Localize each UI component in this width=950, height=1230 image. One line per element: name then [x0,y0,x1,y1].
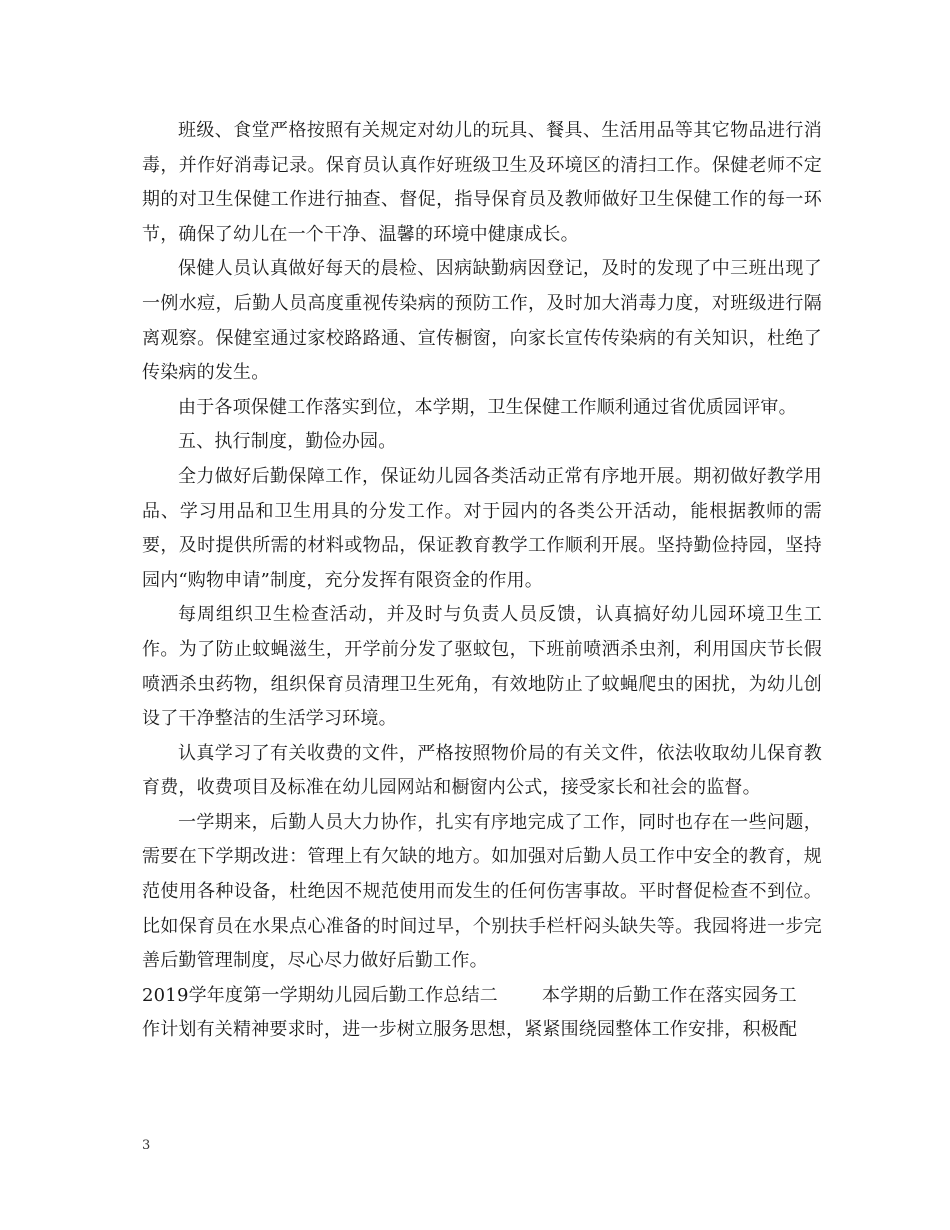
paragraph-weekly-inspection: 每周组织卫生检查活动，并及时与负责人员反馈，认真搞好幼儿园环境卫生工作。为了防止蚊蝇滋生，开学前分发了驱蚊包，下班前喷洒杀虫剂，利用国庆节长假喷洒杀虫药物，组织保育员清理卫生死角，有效地防止了蚊蝇爬虫的困扰，为幼儿创设了干净整洁的生活学习环境。 [142,604,822,730]
next-summary-continuation: 作计划有关精神要求时，进一步树立服务思想，紧紧围绕园整体工作安排，积极配 [142,1019,798,1041]
page-number: 3 [142,1138,151,1153]
paragraph-health-review: 由于各项保健工作落实到位，本学期，卫生保健工作顺利通过省优质园评审。 [178,396,797,418]
paragraph-health-inspection: 保健人员认真做好每天的晨检、因病缺勤病因登记，及时的发现了中三班出现了一例水痘，后勤人员高度重视传染病的预防工作，及时加大消毒力度，对班级进行隔离观察。保健室通过家校路路通、宣传橱窗，向家长宣传传染病的有关知识，杜绝了传染病的发生。 [142,258,822,384]
body-text [142,114,822,1048]
paragraph-semester-summary: 一学期来，后勤人员大力协作，扎实有序地完成了工作，同时也存在一些问题，需要在下学期改进：管理上有欠缺的地方。如加强对后勤人员工作中安全的教育，规范使用各种设备，杜绝因不规范使用而发生的任何伤害事故。平时督促检查不到位。比如保育员在水果点心准备的时间过早，个别扶手栏杆闷头缺失等。我园将进一步完善后勤管理制度，尽心尽力做好后勤工作。 [142,811,822,972]
next-summary-intro: 本学期的后勤工作在落实园务工 [542,984,797,1006]
next-summary-line [142,979,822,1014]
paragraph-logistics-support: 全力做好后勤保障工作，保证幼儿园各类活动正常有序地开展。期初做好教学用品、学习用品和卫生用具的分发工作。对于园内的各类公开活动，能根据教师的需要，及时提供所需的材料或物品，保证教育教学工作顺利开展。坚持勤俭持园，坚持园内“购物申请”制度，充分发挥有限资金的作用。 [142,465,822,591]
section-heading-five: 五、执行制度，勤俭办园。 [178,431,397,453]
next-summary-title: 2019学年度第一学期幼儿园后勤工作总结二 [142,984,499,1006]
paragraph-hygiene-disinfection: 班级、食堂严格按照有关规定对幼儿的玩具、餐具、生活用品等其它物品进行消毒，并作好消毒记录。保育员认真作好班级卫生及环境区的清扫工作。保健老师不定期的对卫生保健工作进行抽查、督促，指导保育员及教师做好卫生保健工作的每一环节，确保了幼儿在一个干净、温馨的环境中健康成长。 [142,120,822,245]
paragraph-fee-policy: 认真学习了有关收费的文件，严格按照物价局的有关文件，依法收取幼儿保育教育费，收费项目及标准在幼儿园网站和橱窗内公式，接受家长和社会的监督。 [142,742,822,799]
